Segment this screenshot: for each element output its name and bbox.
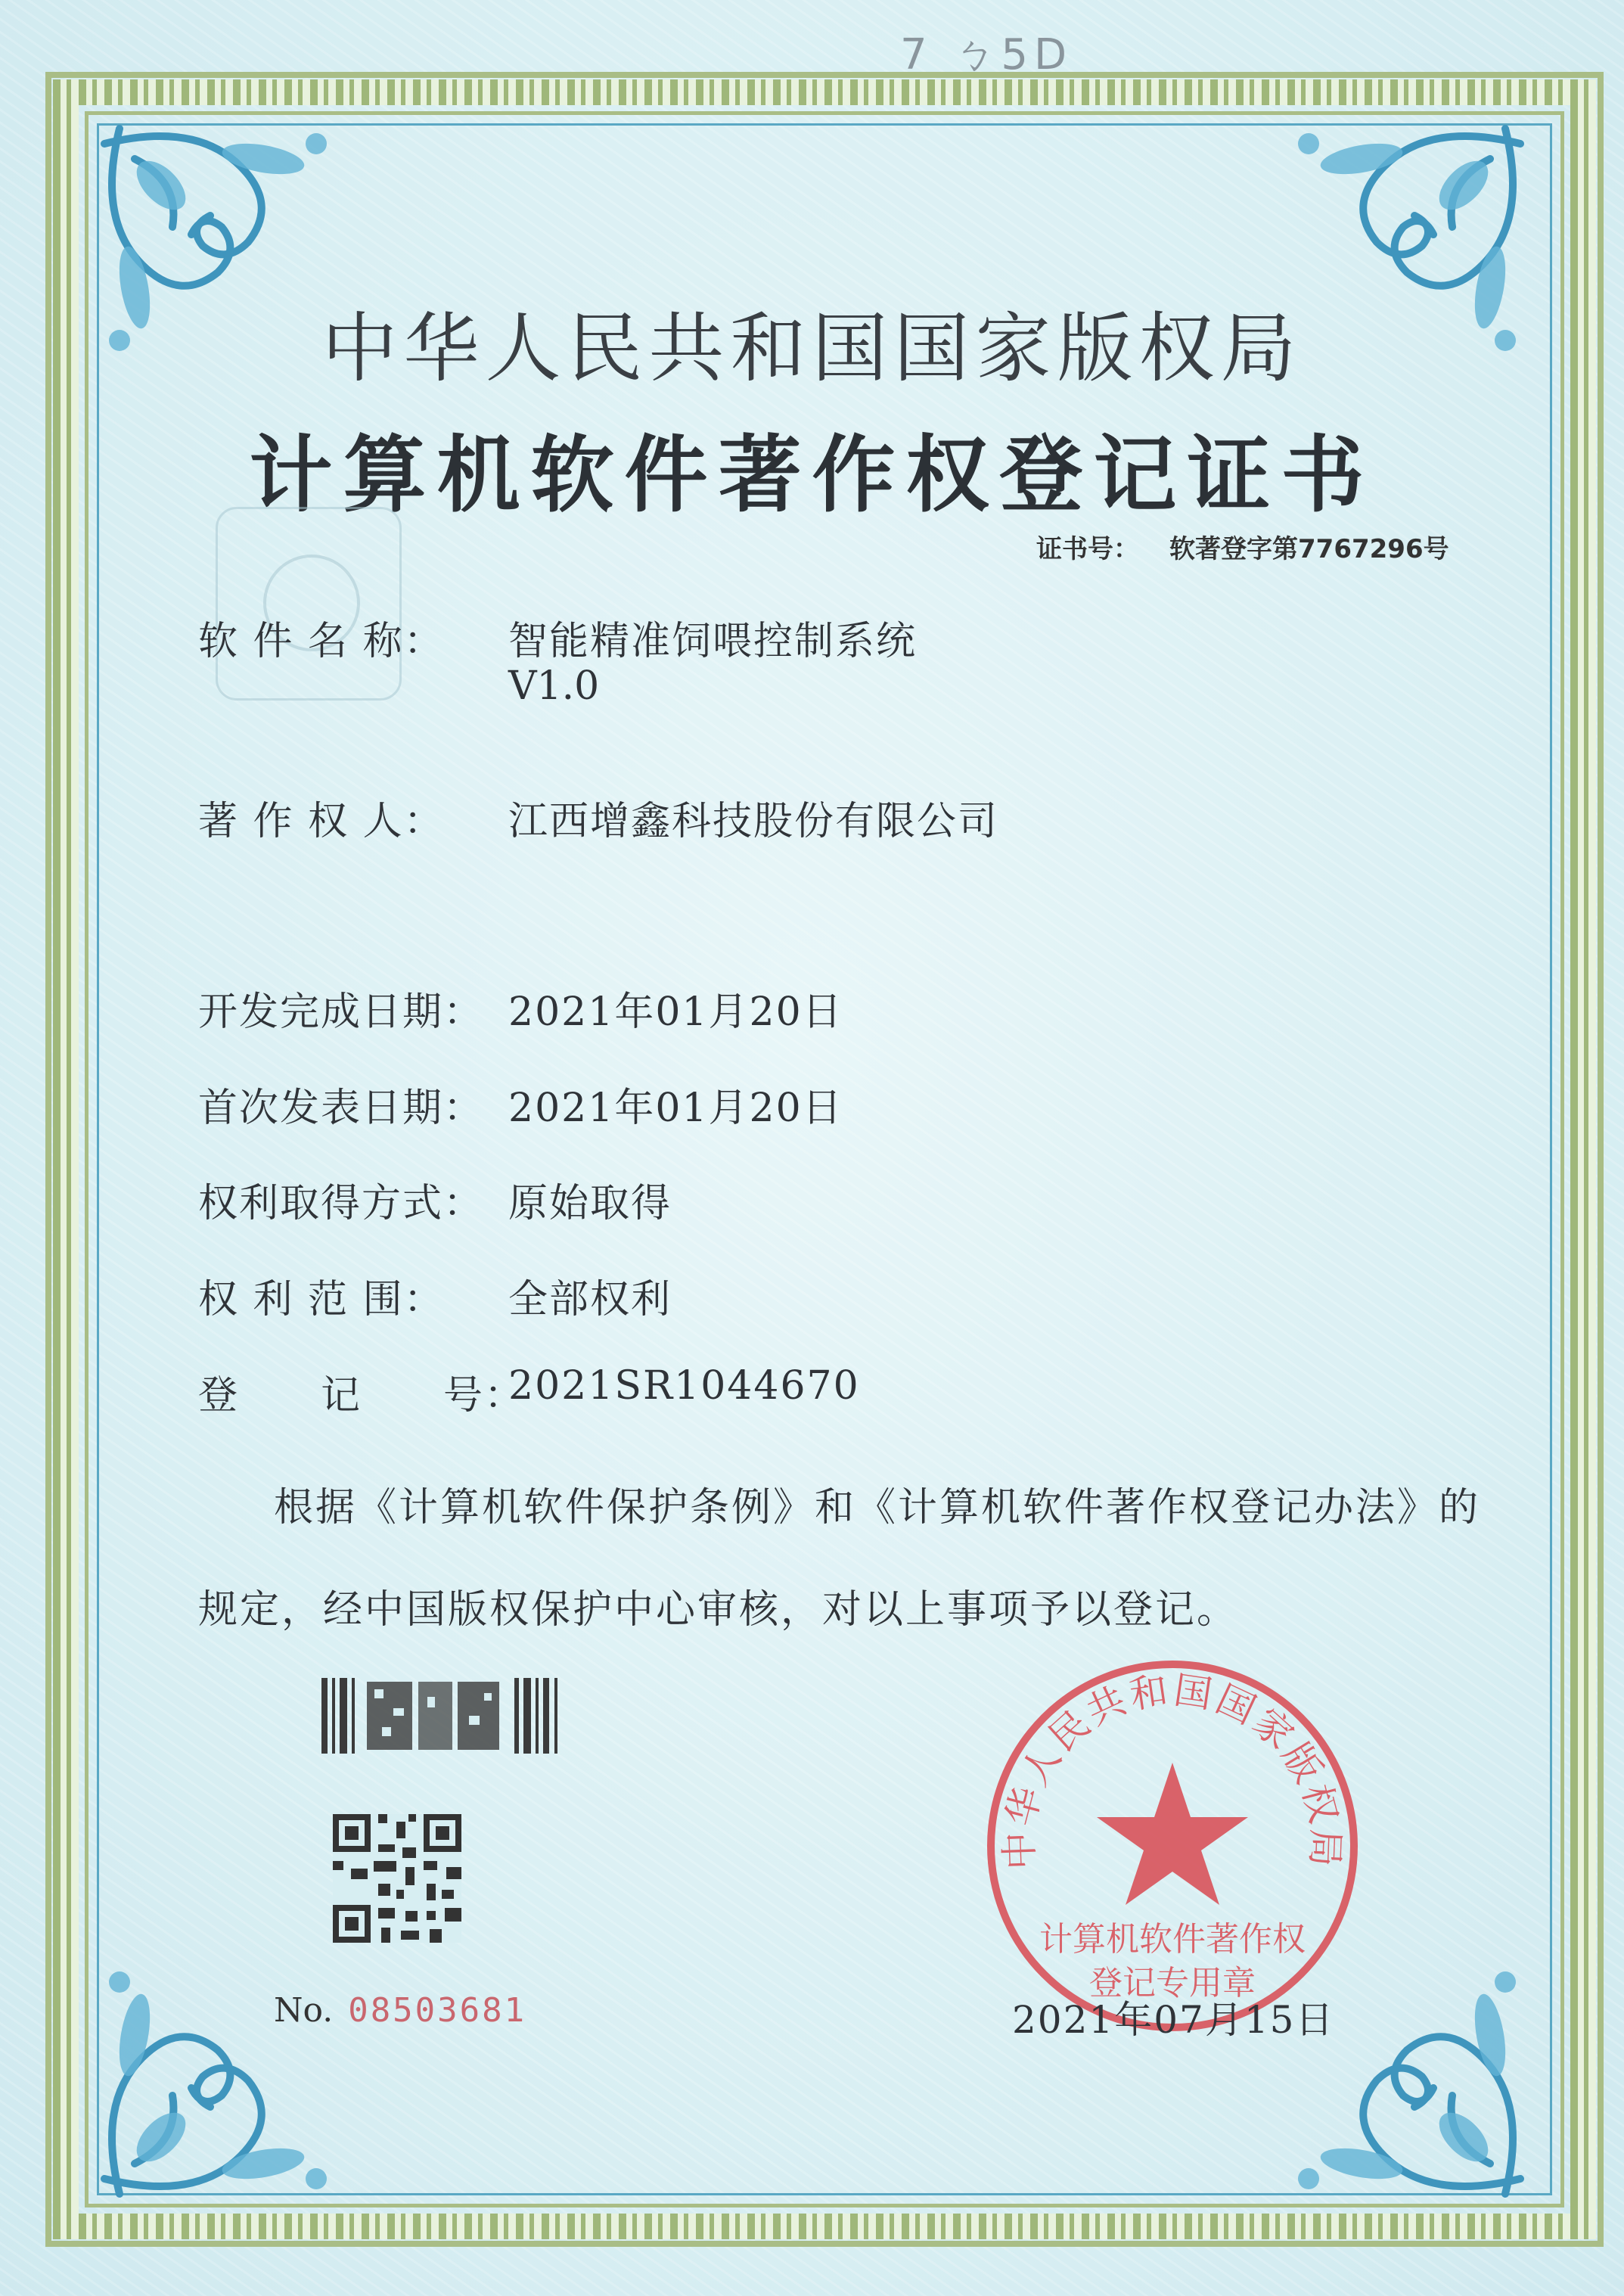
serial-value: 08503681 xyxy=(348,1991,527,2030)
field-value: 江西增鑫科技股份有限公司 xyxy=(508,799,999,844)
serial-number xyxy=(274,1991,526,2030)
field-value: 2021SR1044670 xyxy=(508,1363,860,1409)
certificate-number xyxy=(1036,528,1449,565)
official-seal-icon xyxy=(976,1649,1369,2043)
field-value: 智能精准饲喂控制系统 xyxy=(508,619,918,664)
field-label: 著 作 权 人： xyxy=(198,799,445,844)
barcode-icon xyxy=(321,1678,564,1754)
field-label: 软 件 名 称： xyxy=(198,619,445,664)
seal-line-1: 计算机软件著作权 xyxy=(1039,1920,1306,1959)
statement-line-1: 根据《计算机软件保护条例》和《计算机软件著作权登记办法》的 xyxy=(274,1485,1481,1530)
field-value: 全部权利 xyxy=(508,1277,672,1322)
issue-date: 2021年07月15日 xyxy=(1012,1998,1335,2042)
field-label: 开发完成日期： xyxy=(198,990,485,1035)
seal-ring-text: 中华人民共和国国家版权局 xyxy=(997,1667,1348,1871)
issuer-title: 中华人民共和国国家版权局 xyxy=(321,304,1303,393)
serial-label: No. xyxy=(274,1991,334,2030)
certificate-number-value: 软著登字第7767296号 xyxy=(1169,534,1449,564)
field-value: 原始取得 xyxy=(508,1181,672,1226)
qr-code-icon xyxy=(333,1814,461,1943)
certificate-number-label: 证书号： xyxy=(1036,534,1139,564)
field-label: 权 利 范 围： xyxy=(198,1277,445,1322)
field-label: 首次发表日期： xyxy=(198,1086,485,1131)
field-label: 登 记 号： xyxy=(198,1373,526,1418)
field-label: 权利取得方式： xyxy=(198,1181,485,1226)
field-value: 2021年01月20日 xyxy=(508,990,843,1035)
seal-line-2: 登记专用章 xyxy=(1089,1964,1256,2002)
pencil-note: 7 ㄅ5D xyxy=(900,30,1073,79)
certificate-title: 计算机软件著作权登记证书 xyxy=(249,426,1375,524)
watermark-emblem-icon xyxy=(216,507,402,701)
field-value-version: V1.0 xyxy=(508,663,600,709)
statement-line-2: 规定，经中国版权保护中心审核，对以上事项予以登记。 xyxy=(198,1587,1239,1633)
corner-ornament-icon xyxy=(89,1922,377,2209)
field-value: 2021年01月20日 xyxy=(508,1086,843,1131)
